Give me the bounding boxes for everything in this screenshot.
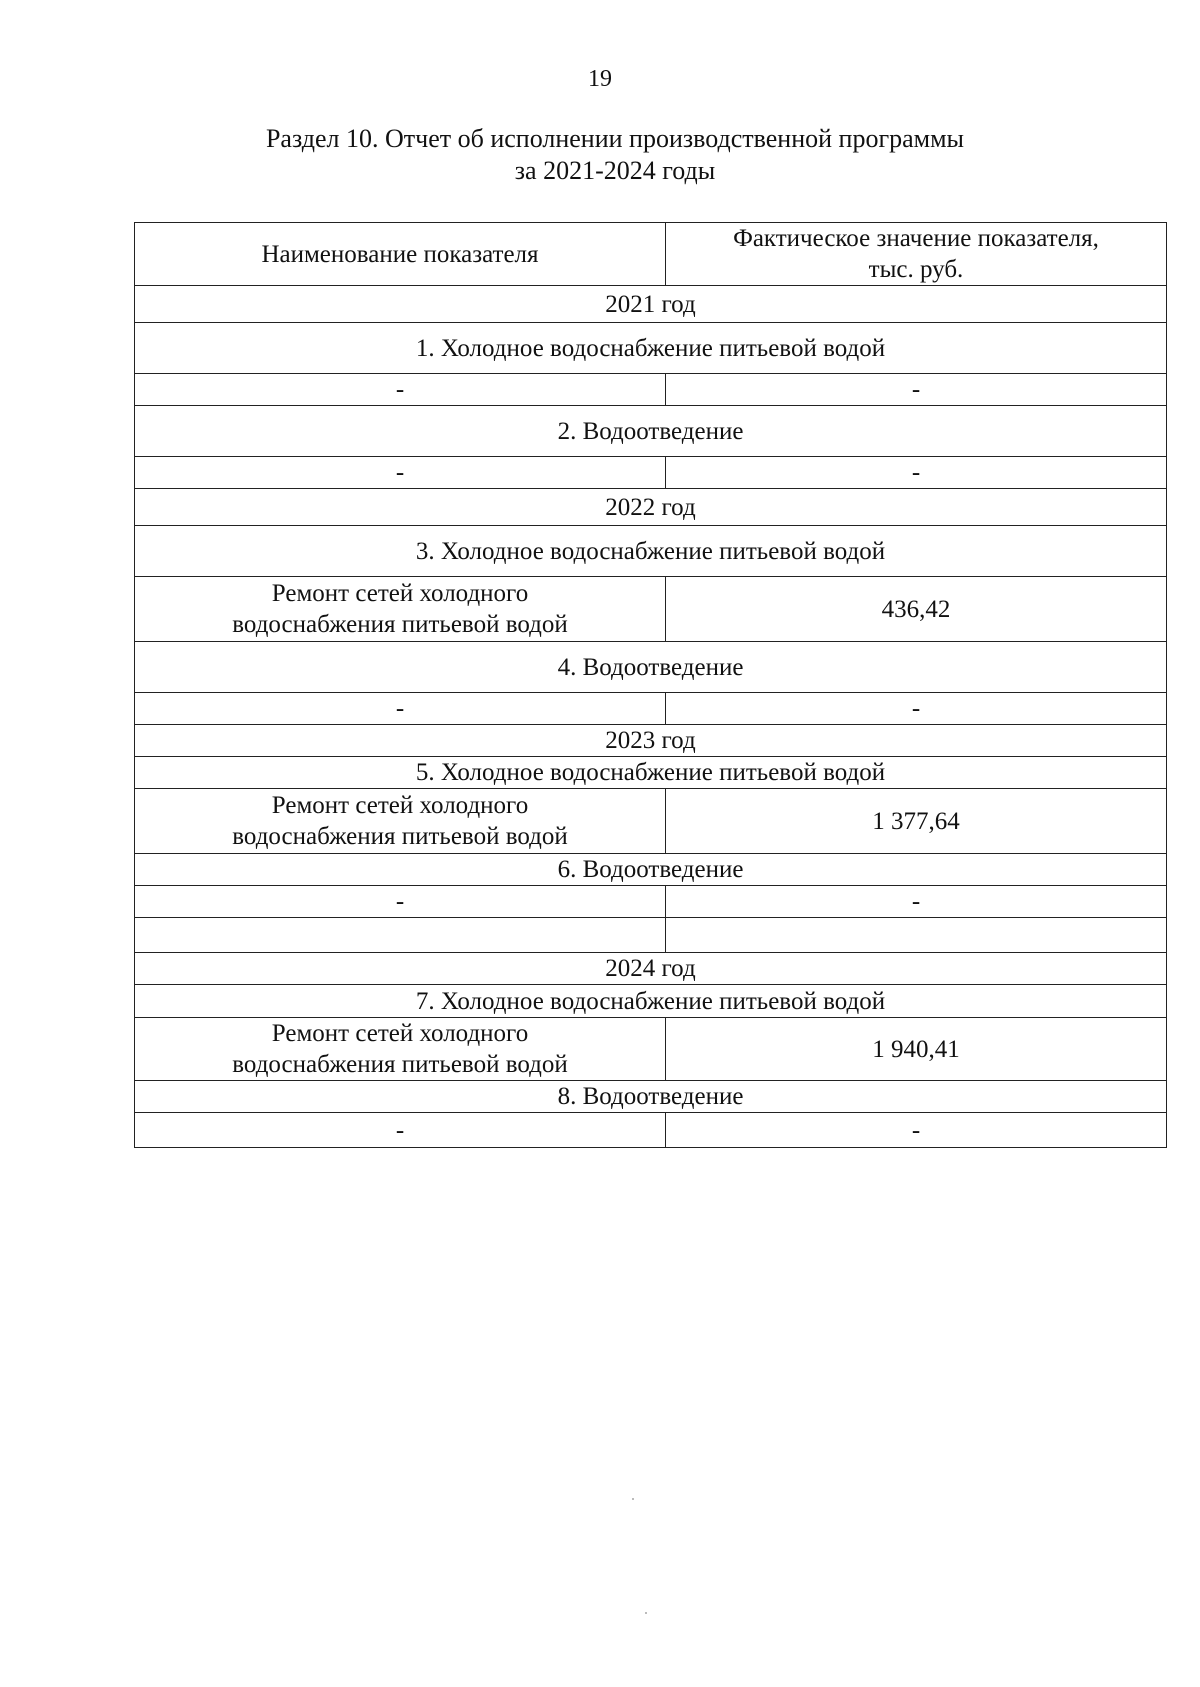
indicator-value-cell: 436,42 bbox=[666, 577, 1167, 642]
section-row bbox=[135, 1081, 1167, 1113]
indicator-name-line-2: водоснабжения питьевой водой bbox=[232, 823, 568, 850]
indicator-name-cell bbox=[135, 918, 666, 953]
section-title: 2. Водоотведение bbox=[135, 406, 1167, 457]
year-row-2021 bbox=[135, 286, 1167, 323]
indicator-name-cell: - bbox=[135, 693, 666, 725]
header-indicator-name: Наименование показателя bbox=[135, 223, 666, 286]
indicator-name-cell: - bbox=[135, 374, 666, 406]
section-title: 5. Холодное водоснабжение питьевой водой bbox=[135, 757, 1167, 789]
table-row bbox=[135, 918, 1167, 953]
section-row bbox=[135, 642, 1167, 693]
section-title: 4. Водоотведение bbox=[135, 642, 1167, 693]
header-actual-value bbox=[666, 223, 1167, 286]
table-row bbox=[135, 886, 1167, 918]
section-row bbox=[135, 323, 1167, 374]
indicator-value-cell: - bbox=[666, 457, 1167, 489]
table-row bbox=[135, 1018, 1167, 1081]
year-label: 2022 год bbox=[135, 489, 1167, 526]
year-label: 2024 год bbox=[135, 953, 1167, 985]
indicator-value-cell: - bbox=[666, 374, 1167, 406]
table-row bbox=[135, 374, 1167, 406]
indicator-value-cell: - bbox=[666, 886, 1167, 918]
table-row bbox=[135, 693, 1167, 725]
year-row-2024 bbox=[135, 953, 1167, 985]
year-row-2022 bbox=[135, 489, 1167, 526]
indicator-value-cell: 1 377,64 bbox=[666, 789, 1167, 854]
section-row bbox=[135, 526, 1167, 577]
indicator-name-line-2: водоснабжения питьевой водой bbox=[232, 1051, 568, 1078]
indicator-name-cell bbox=[135, 1018, 666, 1081]
title-line-2: за 2021-2024 годы bbox=[514, 156, 716, 185]
section-row bbox=[135, 854, 1167, 886]
indicator-name-cell: - bbox=[135, 1113, 666, 1148]
scan-speck bbox=[645, 1612, 647, 1614]
section-title: 1. Холодное водоснабжение питьевой водой bbox=[135, 323, 1167, 374]
section-title: 3. Холодное водоснабжение питьевой водой bbox=[135, 526, 1167, 577]
title-line-1: Раздел 10. Отчет об исполнении производственной программы bbox=[265, 124, 965, 153]
indicator-name-cell bbox=[135, 577, 666, 642]
table-row bbox=[135, 457, 1167, 489]
year-label: 2023 год bbox=[135, 725, 1167, 757]
table-row bbox=[135, 1113, 1167, 1148]
page-number: 19 bbox=[588, 66, 612, 92]
scan-speck bbox=[632, 1498, 634, 1500]
document-title bbox=[160, 123, 1070, 187]
indicator-name-line-1: Ремонт сетей холодного bbox=[271, 1020, 529, 1047]
table-row bbox=[135, 577, 1167, 642]
indicator-value-cell: - bbox=[666, 1113, 1167, 1148]
indicator-name-line-2: водоснабжения питьевой водой bbox=[232, 611, 568, 638]
header-actual-value-line-2: тыс. руб. bbox=[868, 256, 964, 283]
section-row bbox=[135, 757, 1167, 789]
indicator-name-cell bbox=[135, 789, 666, 854]
indicator-name-cell: - bbox=[135, 886, 666, 918]
indicator-name-line-1: Ремонт сетей холодного bbox=[271, 792, 529, 819]
section-title: 6. Водоотведение bbox=[135, 854, 1167, 886]
indicator-value-cell: 1 940,41 bbox=[666, 1018, 1167, 1081]
table-row bbox=[135, 789, 1167, 854]
indicator-name-cell: - bbox=[135, 457, 666, 489]
indicator-value-cell: - bbox=[666, 693, 1167, 725]
header-actual-value-line-1: Фактическое значение показателя, bbox=[733, 225, 1099, 252]
section-row bbox=[135, 985, 1167, 1018]
section-title: 8. Водоотведение bbox=[135, 1081, 1167, 1113]
indicator-name-line-1: Ремонт сетей холодного bbox=[271, 580, 529, 607]
year-label: 2021 год bbox=[135, 286, 1167, 323]
indicator-value-cell bbox=[666, 918, 1167, 953]
section-row bbox=[135, 406, 1167, 457]
year-row-2023 bbox=[135, 725, 1167, 757]
section-title: 7. Холодное водоснабжение питьевой водой bbox=[135, 985, 1167, 1018]
report-table bbox=[134, 222, 1167, 1148]
table-header-row bbox=[135, 223, 1167, 286]
